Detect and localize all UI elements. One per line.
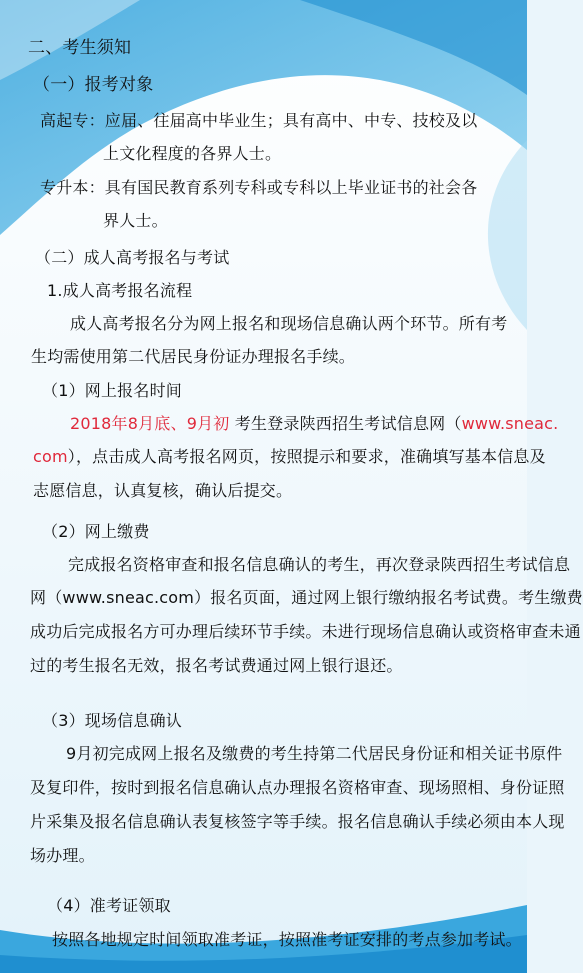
step3-line2: 及复印件，按时到报名信息确认点办理报名资格审查、现场照相、身份证照 <box>30 778 565 797</box>
step2-line2: 网（www.sneac.com）报名页面，通过网上银行缴纳报名考试费。考生缴费 <box>30 588 583 607</box>
s1-heading: （一）报考对象 <box>33 75 154 95</box>
intro-line2: 生均需使用第二代居民身份证办理报名手续。 <box>31 347 356 366</box>
step1-url-part1[interactable]: www.sneac. <box>461 414 559 433</box>
zsb-line2: 界人士。 <box>103 211 168 230</box>
step3-line4: 场办理。 <box>30 846 95 865</box>
step3-line3: 片采集及报名信息确认表复核签字等手续。报名信息确认手续必须由本人现 <box>30 812 565 831</box>
step1-line3: 志愿信息，认真复核，确认后提交。 <box>33 481 293 500</box>
step1-date: 2018年8月底、9月初 <box>70 414 230 433</box>
step1-line2: com），点击成人高考报名网页，按照提示和要求，准确填写基本信息及 <box>33 447 546 466</box>
step2-url[interactable]: www.sneac.com <box>62 588 195 607</box>
gqz-line2: 上文化程度的各界人士。 <box>103 144 282 163</box>
s2-heading: （二）成人高考报名与考试 <box>35 248 230 267</box>
gqz-line1: 高起专：应届、往届高中毕业生；具有高中、中专、技校及以 <box>40 111 478 130</box>
zsb-line1: 专升本：具有国民教育系列专科或专科以上毕业证书的社会各 <box>40 178 478 197</box>
section-title: 二、考生须知 <box>28 38 132 58</box>
step3-line1: 9月初完成网上报名及缴费的考生持第二代居民身份证和相关证书原件 <box>66 744 563 763</box>
step1-line1: 2018年8月底、9月初 考生登录陕西招生考试信息网（www.sneac. <box>70 414 559 433</box>
step2-line3: 成功后完成报名方可办理后续环节手续。未进行现场信息确认或资格审查未通 <box>30 622 581 641</box>
step3-title: （3）现场信息确认 <box>42 711 182 730</box>
step2-line1: 完成报名资格审查和报名信息确认的考生，再次登录陕西招生考试信息 <box>68 555 571 574</box>
step4-title: （4）准考证领取 <box>47 896 171 915</box>
step2-title: （2）网上缴费 <box>42 522 150 541</box>
step1-url-part2[interactable]: com <box>33 447 68 466</box>
step4-line1: 按照各地规定时间领取准考证，按照准考证安排的考点参加考试。 <box>52 930 522 949</box>
step1-title: （1）网上报名时间 <box>42 381 182 400</box>
step2-line4: 过的考生报名无效，报名考试费通过网上银行退还。 <box>30 656 403 675</box>
s2-sub1: 1.成人高考报名流程 <box>47 281 193 300</box>
intro-line1: 成人高考报名分为网上报名和现场信息确认两个环节。所有考 <box>70 314 508 333</box>
